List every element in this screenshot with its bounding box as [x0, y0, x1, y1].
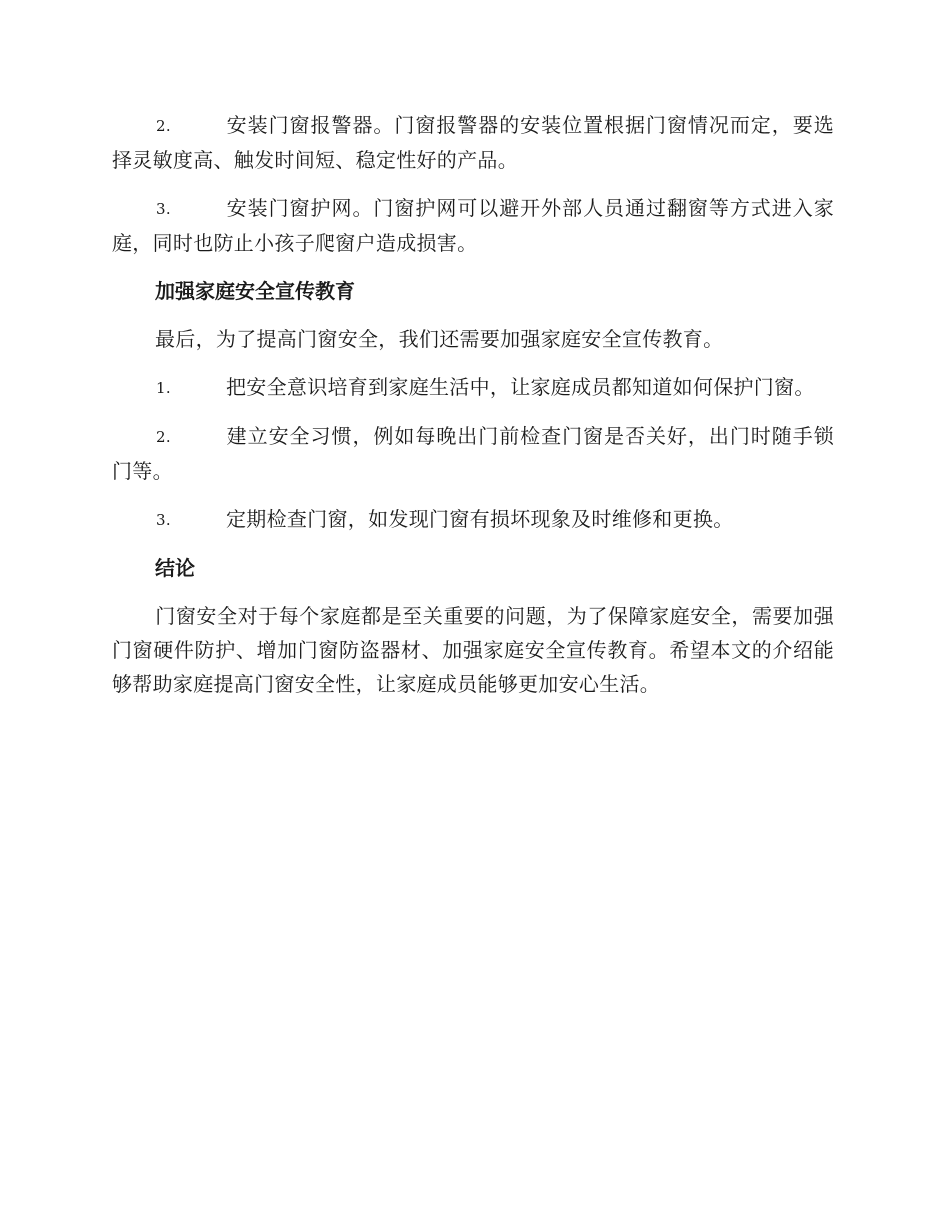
- conclusion-text: 门窗安全对于每个家庭都是至关重要的问题，为了保障家庭安全，需要加强门窗硬件防护、增加门窗防盗器材、加强家庭安全宣传教育。希望本文的介绍能够帮助家庭提高门窗安全性，让家庭成员能够更加安心生活。: [112, 604, 834, 696]
- document-page: [112, 108, 834, 715]
- list-text: 把安全意识培育到家庭生活中，让家庭成员都知道如何保护门窗。: [226, 375, 815, 399]
- education-intro-paragraph: [112, 322, 834, 356]
- list-item: [112, 370, 834, 405]
- list-item: [112, 419, 834, 488]
- conclusion-paragraph: [112, 599, 834, 701]
- list-number: 2.: [156, 428, 171, 446]
- list-text: 定期检查门窗，如发现门窗有损坏现象及时维修和更换。: [226, 507, 734, 531]
- list-number: 1.: [156, 379, 171, 397]
- section-heading-education: 加强家庭安全宣传教育: [155, 279, 355, 303]
- list-text: 安装门窗护网。门窗护网可以避开外部人员通过翻窗等方式进入家庭，同时也防止小孩子爬窗户造成损害。: [112, 196, 834, 255]
- list-number: 2.: [156, 117, 171, 135]
- list-number: 3.: [156, 511, 171, 529]
- list-item: [112, 191, 834, 260]
- section-heading-conclusion: 结论: [155, 556, 195, 580]
- list-item: [112, 502, 834, 537]
- list-number: 3.: [156, 200, 171, 218]
- list-item: [112, 108, 834, 177]
- education-intro-text: 最后，为了提高门窗安全，我们还需要加强家庭安全宣传教育。: [155, 327, 724, 351]
- list-text: 建立安全习惯，例如每晚出门前检查门窗是否关好，出门时随手锁门等。: [112, 424, 834, 483]
- list-text: 安装门窗报警器。门窗报警器的安装位置根据门窗情况而定，要选择灵敏度高、触发时间短、稳定性好的产品。: [112, 113, 834, 172]
